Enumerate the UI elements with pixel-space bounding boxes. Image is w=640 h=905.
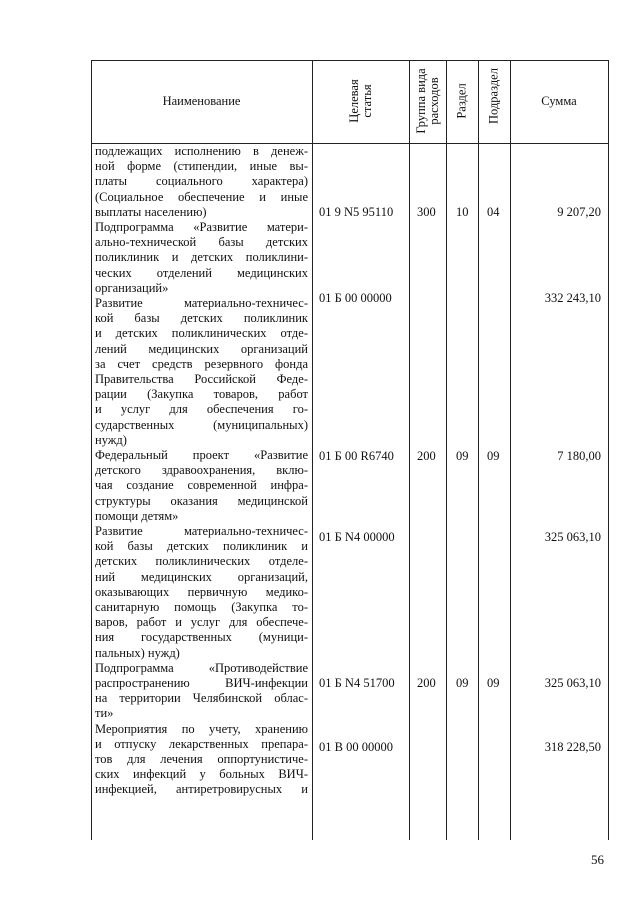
sum-value: 332 243,10 bbox=[544, 291, 601, 305]
table-top-border bbox=[91, 60, 608, 61]
subsection-code: 09 bbox=[487, 676, 500, 690]
target-code: 01 9 N5 95110 bbox=[319, 205, 394, 219]
target-code: 01 Б 00 00000 bbox=[319, 291, 392, 305]
name-line: лений медицинских организаций bbox=[95, 341, 308, 356]
name-line: Развитие материально-техничес- bbox=[95, 524, 308, 538]
name-line: (Социальное обеспечение и иные bbox=[95, 189, 308, 204]
name-line: рации (Закупка товаров, работ bbox=[95, 387, 308, 402]
name-line: распространению ВИЧ-инфекции bbox=[95, 676, 308, 690]
col-border-target bbox=[409, 60, 410, 840]
name-line: структуры оказания медицинской bbox=[95, 493, 308, 508]
header-name: Наименование bbox=[162, 94, 241, 108]
name-line: Мероприятия по учету, хранению bbox=[95, 721, 308, 736]
name-line: ских инфекций у больных ВИЧ- bbox=[95, 767, 308, 782]
name-line: за счет средств резервного фонда bbox=[95, 356, 308, 371]
header-target bbox=[348, 79, 374, 122]
name-line: ческих отделений медицинских bbox=[95, 265, 308, 280]
name-line: ний медицинских организаций, bbox=[95, 569, 308, 584]
name-line: ной форме (стипендии, иные вы- bbox=[95, 159, 308, 174]
name-line: на территории Челябинской облас- bbox=[95, 691, 308, 706]
header-group-line2: расходов bbox=[427, 77, 441, 125]
name-line: санитарную помощь (Закупка то- bbox=[95, 600, 308, 614]
header-section: Раздел bbox=[454, 83, 469, 119]
group-code: 300 bbox=[417, 205, 436, 219]
name-line: выплаты населению) bbox=[95, 204, 207, 219]
header-subsection: Подраздел bbox=[486, 68, 501, 124]
name-line: Развитие материально-техничес- bbox=[95, 296, 308, 310]
sum-value: 9 207,20 bbox=[557, 205, 601, 219]
header-target-line1: Целевая bbox=[347, 79, 361, 123]
name-line: поликлиник и детских поликлини- bbox=[95, 250, 308, 265]
name-line: Федеральный проект «Развитие bbox=[95, 448, 308, 462]
page-number: 56 bbox=[591, 852, 604, 867]
name-line: тов для лечения оппортунистиче- bbox=[95, 752, 308, 766]
sum-value: 318 228,50 bbox=[544, 740, 601, 754]
name-line: платы социального характера) bbox=[95, 174, 308, 189]
name-line: детского здравоохранения, вклю- bbox=[95, 463, 308, 478]
name-line: нужд) bbox=[95, 432, 127, 447]
col-border-subsection bbox=[510, 60, 511, 840]
col-border-group bbox=[446, 60, 447, 840]
name-line: инфекцией, антиретровирусных и bbox=[95, 782, 308, 797]
name-line: Подпрограмма «Развитие матери- bbox=[95, 220, 308, 234]
section-code: 10 bbox=[456, 205, 469, 219]
header-group bbox=[415, 68, 441, 133]
col-border-right bbox=[608, 60, 609, 840]
name-line: ния государственных (муници- bbox=[95, 630, 308, 645]
name-line: ально-технической базы детских bbox=[95, 235, 308, 250]
name-line: чая создание современной инфра- bbox=[95, 478, 308, 493]
target-code: 01 Б N4 51700 bbox=[319, 676, 395, 690]
name-line: детских поликлинических отделе- bbox=[95, 554, 308, 569]
section-code: 09 bbox=[456, 676, 469, 690]
name-line: варов, работ и услуг для обеспече- bbox=[95, 615, 308, 630]
target-code: 01 В 00 00000 bbox=[319, 740, 393, 754]
col-border-section bbox=[478, 60, 479, 840]
name-line: сударственных (муниципальных) bbox=[95, 417, 308, 432]
name-line: организаций» bbox=[95, 280, 169, 295]
target-code: 01 Б 00 R6740 bbox=[319, 449, 394, 463]
name-line: подлежащих исполнению в денеж- bbox=[95, 144, 308, 158]
header-sum: Сумма bbox=[541, 94, 577, 108]
header-group-line1: Группа вида bbox=[414, 68, 428, 134]
name-line: Правительства Российской Феде- bbox=[95, 372, 308, 386]
section-code: 09 bbox=[456, 449, 469, 463]
group-code: 200 bbox=[417, 676, 436, 690]
name-line: и детских поликлинических отде- bbox=[95, 326, 308, 341]
name-line: пальных) нужд) bbox=[95, 645, 180, 660]
target-code: 01 Б N4 00000 bbox=[319, 530, 395, 544]
col-border-name bbox=[312, 60, 313, 840]
sum-value: 325 063,10 bbox=[544, 530, 601, 544]
group-code: 200 bbox=[417, 449, 436, 463]
name-line: кой базы детских поликлиник и bbox=[95, 539, 308, 554]
name-line: оказывающих первичную медико- bbox=[95, 584, 308, 599]
subsection-code: 04 bbox=[487, 205, 500, 219]
name-line: и услуг для обеспечения го- bbox=[95, 402, 308, 417]
name-line: помощи детям» bbox=[95, 508, 179, 523]
sum-value: 325 063,10 bbox=[544, 676, 601, 690]
sum-value: 7 180,00 bbox=[557, 449, 601, 463]
col-border-left bbox=[91, 60, 92, 840]
name-line: Подпрограмма «Противодействие bbox=[95, 660, 308, 675]
name-line: ти» bbox=[95, 706, 114, 721]
name-line: кой базы детских поликлиник bbox=[95, 311, 308, 326]
subsection-code: 09 bbox=[487, 449, 500, 463]
name-line: и отпуску лекарственных препара- bbox=[95, 736, 308, 751]
header-target-line2: статья bbox=[360, 84, 374, 118]
